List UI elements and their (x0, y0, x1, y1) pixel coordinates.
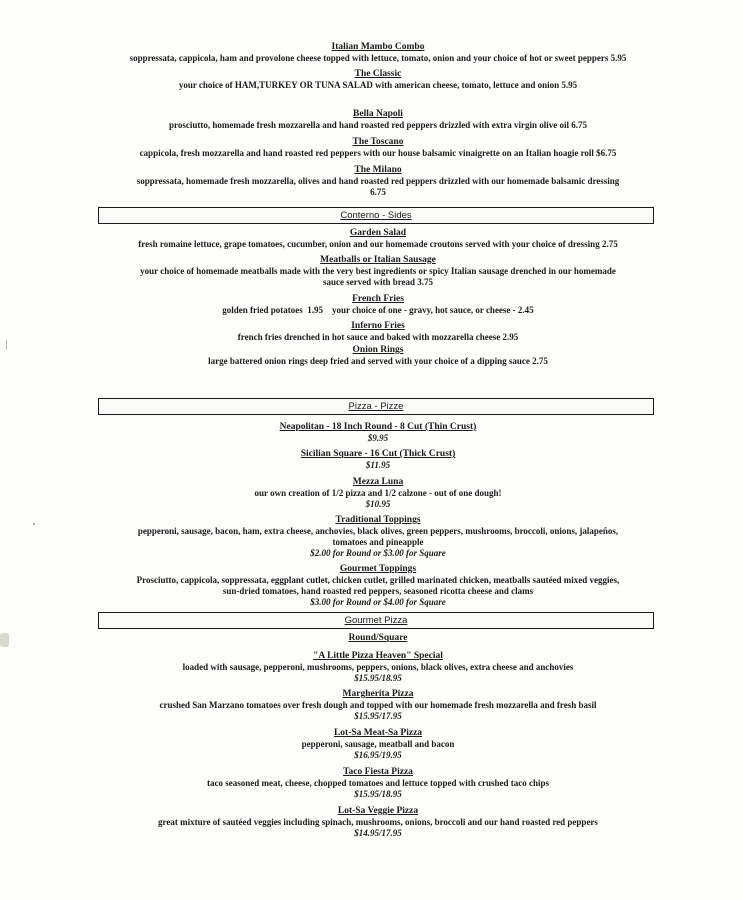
section-title: Conterno - Sides (340, 210, 412, 221)
item-price: $15.95/17.95 (354, 711, 402, 721)
item-description-cont: tomatoes and pineapple (332, 537, 424, 547)
scan-smudge (0, 633, 9, 647)
item-title: Traditional Toppings (335, 515, 421, 525)
item-price: $15.95/18.95 (354, 789, 402, 799)
item-description: loaded with sausage, pepperoni, mushrooms, peppers, onions, black olives, extra cheese and anchovies (182, 662, 574, 672)
item-price: $16.95/19.95 (354, 750, 402, 760)
item-description: french fries drenched in hot sauce and baked with mozzarella cheese 2.95 (237, 332, 519, 342)
menu-item (88, 344, 668, 367)
item-description: cappicola, fresh mozzarella and hand roasted red peppers with our house balsamic vinaigrette on an Italian hoagie roll $6.75 (139, 148, 617, 158)
section-header-pizza (98, 398, 654, 415)
item-description: your choice of HAM,TURKEY OR TUNA SALAD with american cheese, tomato, lettuce and onion 5.95 (178, 80, 578, 90)
item-title: Lot-Sa Veggie Pizza (337, 806, 419, 816)
item-title: The Milano (354, 165, 402, 175)
item-description-cont: sauce served with bread 3.75 (322, 277, 434, 287)
item-description: large battered onion rings deep fried and served with your choice of a dipping sauce 2.75 (208, 356, 548, 366)
item-title: Gourmet Toppings (339, 564, 417, 574)
item-price: 6.75 (370, 187, 386, 197)
item-price: $14.95/17.95 (354, 828, 402, 838)
size-note (88, 632, 668, 644)
menu-item (88, 448, 668, 471)
item-description: golden fried potatoes 1.95 your choice of one - gravy, hot sauce, or cheese - 2.45 (222, 305, 534, 315)
item-description: soppressata, homemade fresh mozzarella, olives and hand roasted red peppers drizzled with our homemade balsamic dressing (136, 176, 620, 186)
item-description: fresh romaine lettuce, grape tomatoes, cucumber, onion and our homemade croutons served with your choice of dressing 2.75 (138, 239, 618, 249)
item-description: soppressata, cappicola, ham and provolone cheese topped with lettuce, tomato, onion and your choice of hot or sweet peppers 5.95 (129, 53, 627, 63)
menu-item (88, 563, 668, 608)
item-title: Mezza Luna (352, 477, 404, 487)
section-header-gourmet (98, 612, 654, 629)
menu-item (88, 227, 668, 250)
item-title: Neapolitan - 18 Inch Round - 8 Cut (Thin Crust) (279, 422, 477, 432)
item-title: Inferno Fries (351, 321, 405, 331)
item-description: Prosciutto, cappicola, soppressata, eggplant cutlet, chicken cutlet, grilled marinated chicken, meatballs sautéed mixed veggies, (136, 575, 620, 585)
menu-item (88, 766, 668, 800)
menu-item (88, 320, 668, 343)
item-title: Italian Mambo Combo (331, 42, 425, 52)
item-description: great mixture of sautéed veggies including spinach, mushrooms, onions, broccoli and our hand roasted red peppers (158, 817, 598, 827)
scan-mark (6, 340, 7, 350)
scan-dot (33, 523, 35, 525)
item-price: $15.95/18.95 (354, 673, 402, 683)
menu-item (88, 68, 668, 91)
item-description: pepperoni, sausage, bacon, ham, extra cheese, anchovies, black olives, green peppers, mushrooms, broccoli, onions, jalapeños, (137, 526, 619, 536)
menu-item (88, 164, 668, 198)
menu-item (88, 421, 668, 444)
size-label: Round/Square (348, 633, 408, 643)
item-price: $11.95 (365, 460, 391, 470)
item-description: your choice of homemade meatballs made with the very best ingredients or spicy Italian sausage drenched in our homemade (140, 266, 616, 276)
item-description: taco seasoned meat, cheese, chopped tomatoes and lettuce topped with crushed taco chips (207, 778, 549, 788)
item-title: Sicilian Square - 16 Cut (Thick Crust) (300, 449, 456, 459)
item-title: French Fries (352, 294, 404, 304)
menu-item (88, 293, 668, 316)
item-description: pepperoni, sausage, meatball and bacon (301, 739, 455, 749)
menu-item (88, 136, 668, 159)
section-header-sides (98, 207, 654, 224)
item-description-cont: sun-dried tomatoes, hand roasted red peppers, seasoned ricotta cheese and clams (222, 586, 534, 596)
item-title: The Classic (354, 69, 402, 79)
menu-item (88, 514, 668, 559)
menu-item (88, 650, 668, 684)
item-description: prosciutto, homemade fresh mozzarella and hand roasted red peppers drizzled with extra virgin olive oil 6.75 (169, 120, 587, 130)
item-title: "A Little Pizza Heaven" Special (313, 651, 443, 661)
item-title: Meatballs or Italian Sausage (320, 255, 436, 265)
item-title: Garden Salad (349, 228, 407, 238)
item-title: Margherita Pizza (342, 689, 414, 699)
item-price: $10.95 (365, 499, 391, 509)
item-title: Taco Fiesta Pizza (343, 767, 413, 777)
item-title: Onion Rings (352, 345, 404, 355)
menu-item (88, 805, 668, 839)
item-price: $2.00 for Round or $3.00 for Square (310, 548, 446, 558)
menu-item (88, 688, 668, 722)
menu-item (88, 476, 668, 510)
menu-item (88, 254, 668, 288)
item-description: crushed San Marzano tomatoes over fresh dough and topped with our homemade fresh mozzarella and fresh basil (159, 700, 597, 710)
section-title: Gourmet Pizza (344, 615, 408, 626)
menu-item (88, 41, 668, 64)
item-price: $3.00 for Round or $4.00 for Square (310, 597, 446, 607)
item-description: our own creation of 1/2 pizza and 1/2 calzone - out of one dough! (254, 488, 502, 498)
item-title: The Toscano (352, 137, 404, 147)
section-title: Pizza - Pizze (348, 401, 404, 412)
menu-item (88, 108, 668, 131)
item-title: Lot-Sa Meat-Sa Pizza (333, 728, 423, 738)
menu-item (88, 727, 668, 761)
item-price: $9.95 (367, 433, 389, 443)
item-title: Bella Napoli (353, 109, 403, 119)
